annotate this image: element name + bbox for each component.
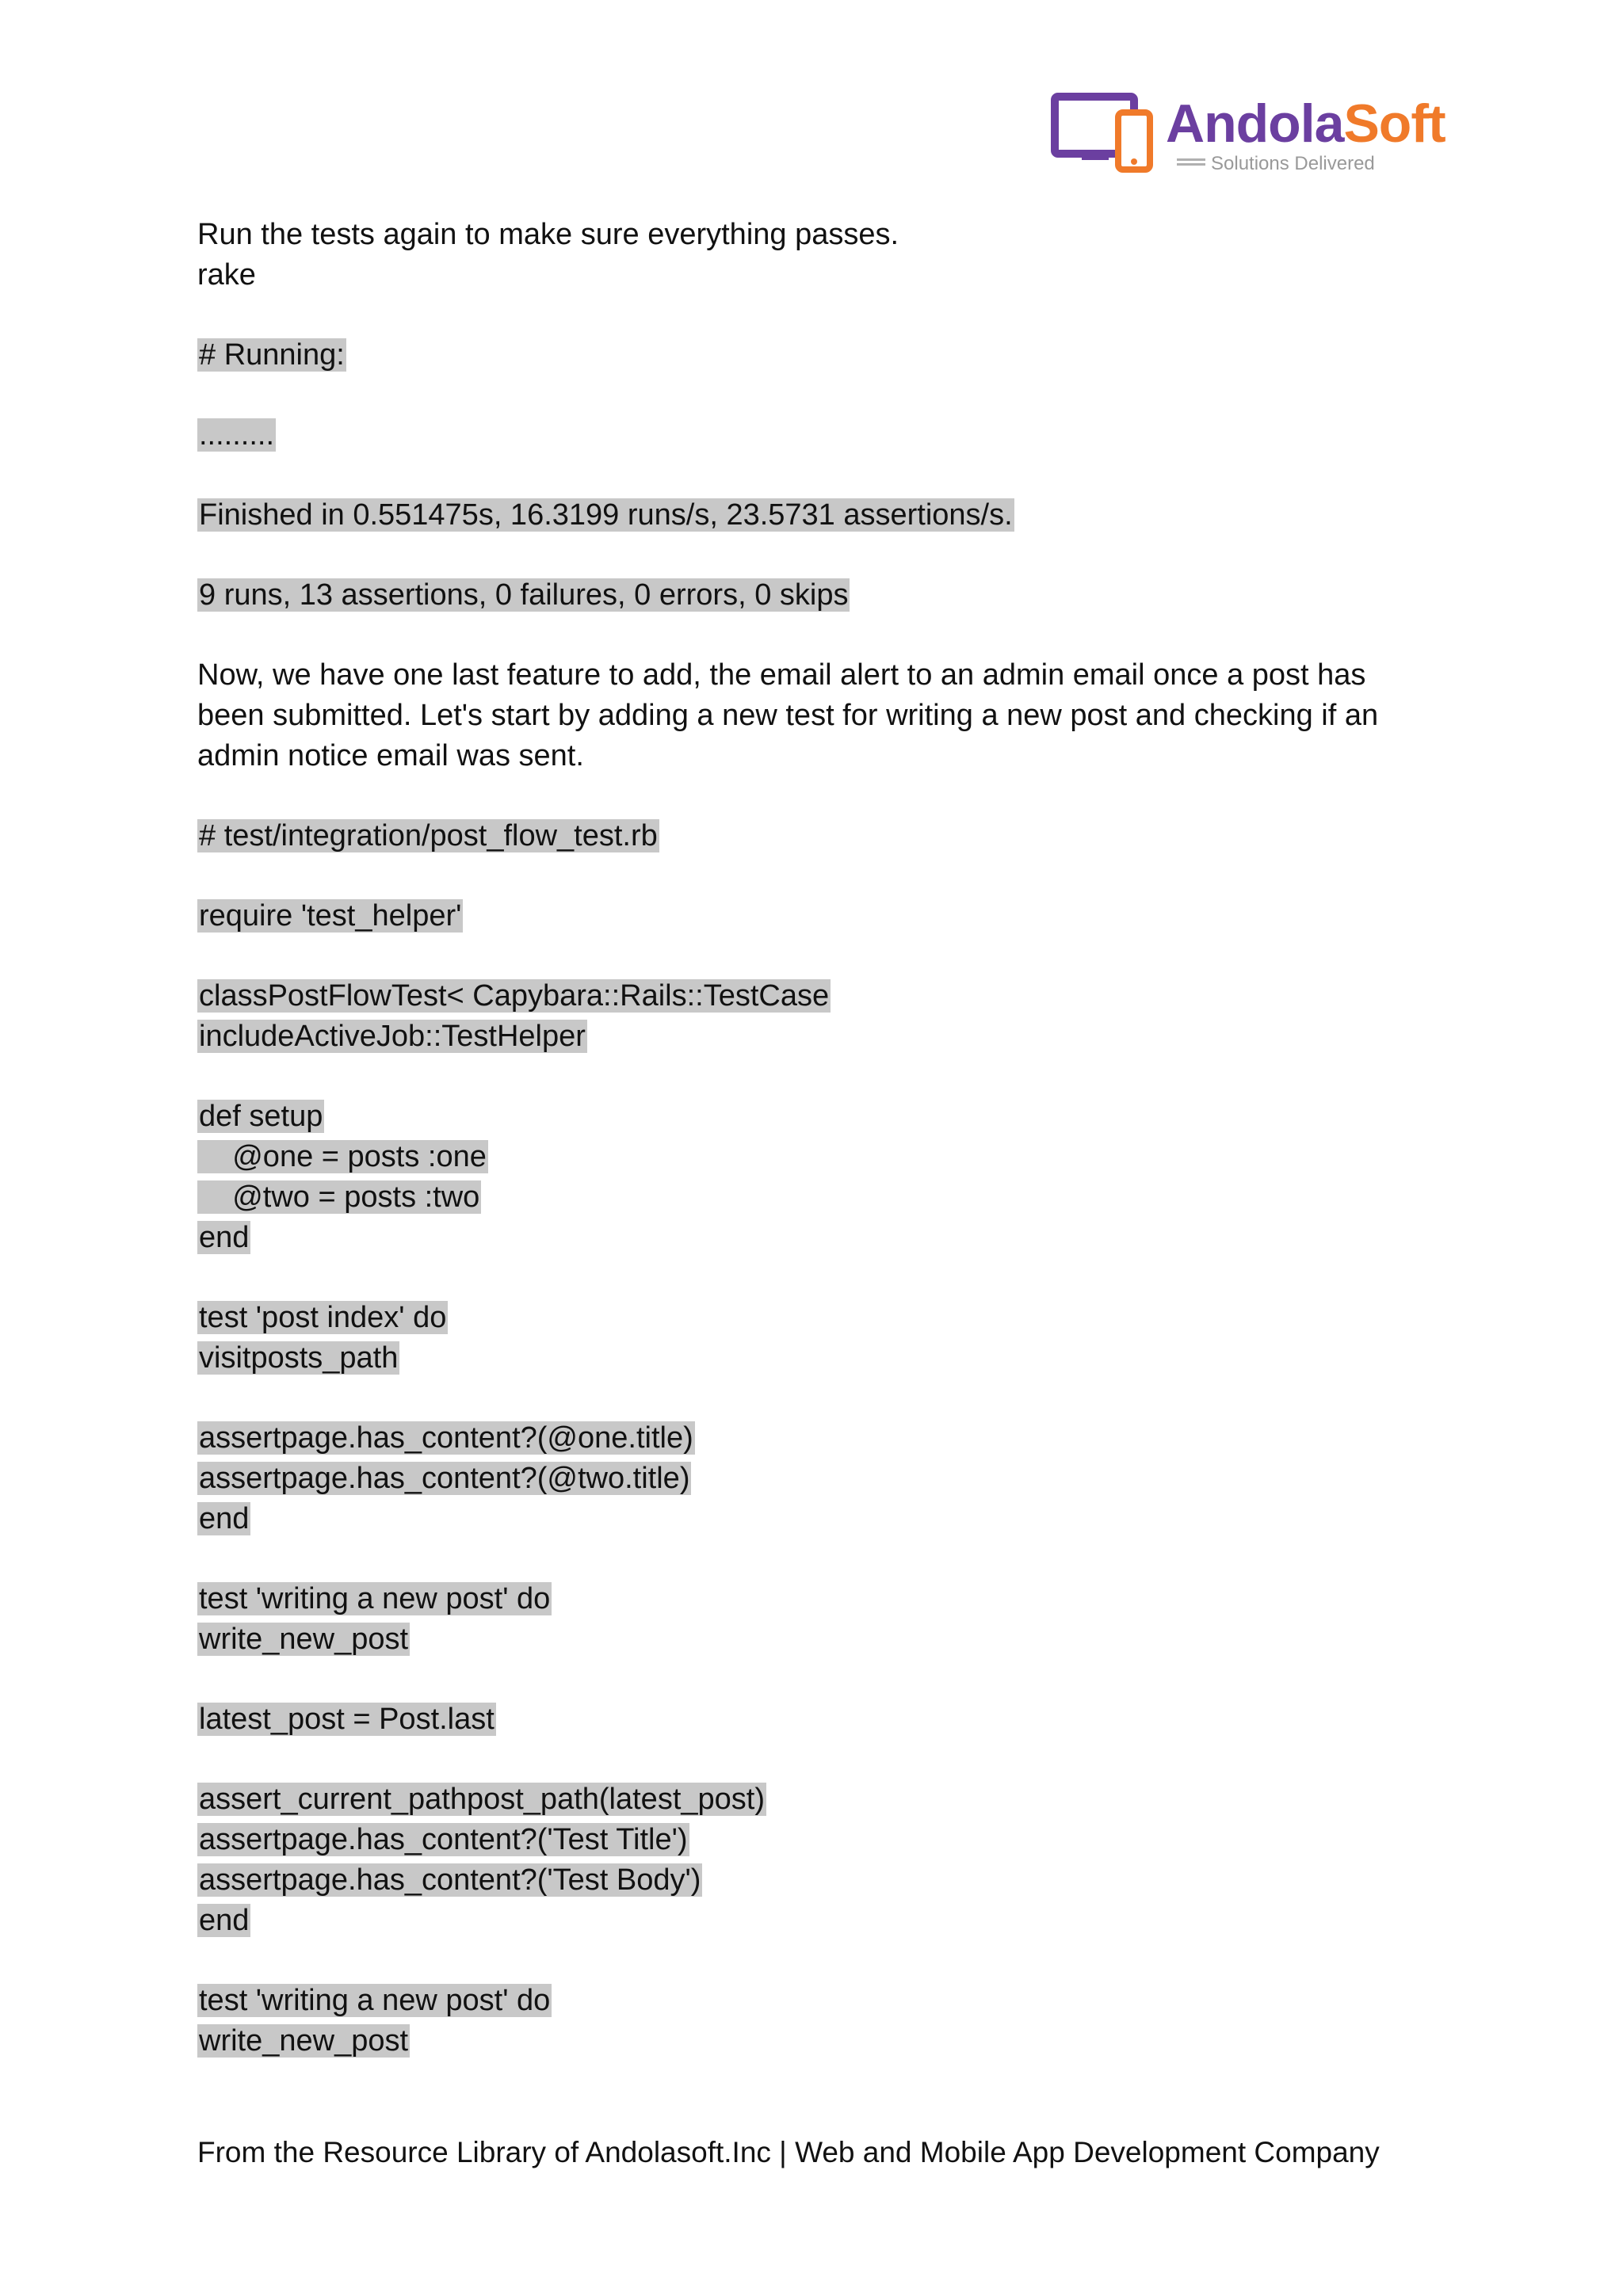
intro-command: rake [197, 258, 256, 292]
code-class-line: classPostFlowTest< Capybara::Rails::TestCase [199, 979, 830, 1013]
code-include-line: includeActiveJob::TestHelper [199, 1020, 586, 1053]
logo-tagline: Solutions Delivered [1211, 153, 1375, 174]
code-index-test-line: test 'post index' do [199, 1301, 447, 1334]
document-body [197, 215, 1434, 2061]
code-new-post-test-line: test 'writing a new post' do [199, 1582, 551, 1615]
code-file-comment: # test/integration/post_flow_test.rb [199, 819, 658, 852]
code-require: require 'test_helper' [199, 899, 462, 933]
code-index-assert-line: assertpage.has_content?(@two.title) [199, 1462, 690, 1495]
output-dots: ......... [199, 418, 275, 452]
tagline-lines-icon [1177, 158, 1205, 171]
code-setup-line: end [199, 1221, 250, 1254]
code-setup-line: def setup [199, 1100, 323, 1133]
code-new-post-test-line: write_new_post [199, 1623, 409, 1656]
code-new-post-test-2-line: write_new_post [199, 2024, 409, 2058]
output-running: # Running: [199, 338, 345, 372]
code-index-assert-line: end [199, 1502, 250, 1535]
code-index-test-line: visitposts_path [199, 1341, 399, 1375]
code-new-post-assert-line: assertpage.has_content?('Test Body') [199, 1863, 701, 1897]
output-finished: Finished in 0.551475s, 16.3199 runs/s, 23.5731 assertions/s. [199, 498, 1013, 532]
code-new-post-assert-line: end [199, 1904, 250, 1937]
description-paragraph: Now, we have one last feature to add, the email alert to an admin email once a post has been submitted. Let's start by adding a new test for writing a new post and checking if an admin notice email was sent. [197, 658, 1379, 772]
logo-wordmark: AndolaSoft [1166, 93, 1445, 154]
code-index-assert-line: assertpage.has_content?(@one.title) [199, 1421, 693, 1455]
intro-line: Run the tests again to make sure everything passes. [197, 218, 899, 251]
code-setup-line: @one = posts :one [199, 1140, 487, 1173]
code-latest-post-line: latest_post = Post.last [199, 1703, 495, 1736]
device-logo-icon [1050, 86, 1169, 181]
code-setup-line: @two = posts :two [199, 1180, 480, 1214]
company-logo [1050, 86, 1446, 189]
code-new-post-assert-line: assertpage.has_content?('Test Title') [199, 1823, 688, 1856]
output-summary: 9 runs, 13 assertions, 0 failures, 0 errors, 0 skips [199, 578, 849, 612]
code-new-post-test-2-line: test 'writing a new post' do [199, 1984, 551, 2017]
code-new-post-assert-line: assert_current_pathpost_path(latest_post) [199, 1783, 765, 1816]
page-footer: From the Resource Library of Andolasoft.Inc | Web and Mobile App Development Company [197, 2136, 1380, 2168]
